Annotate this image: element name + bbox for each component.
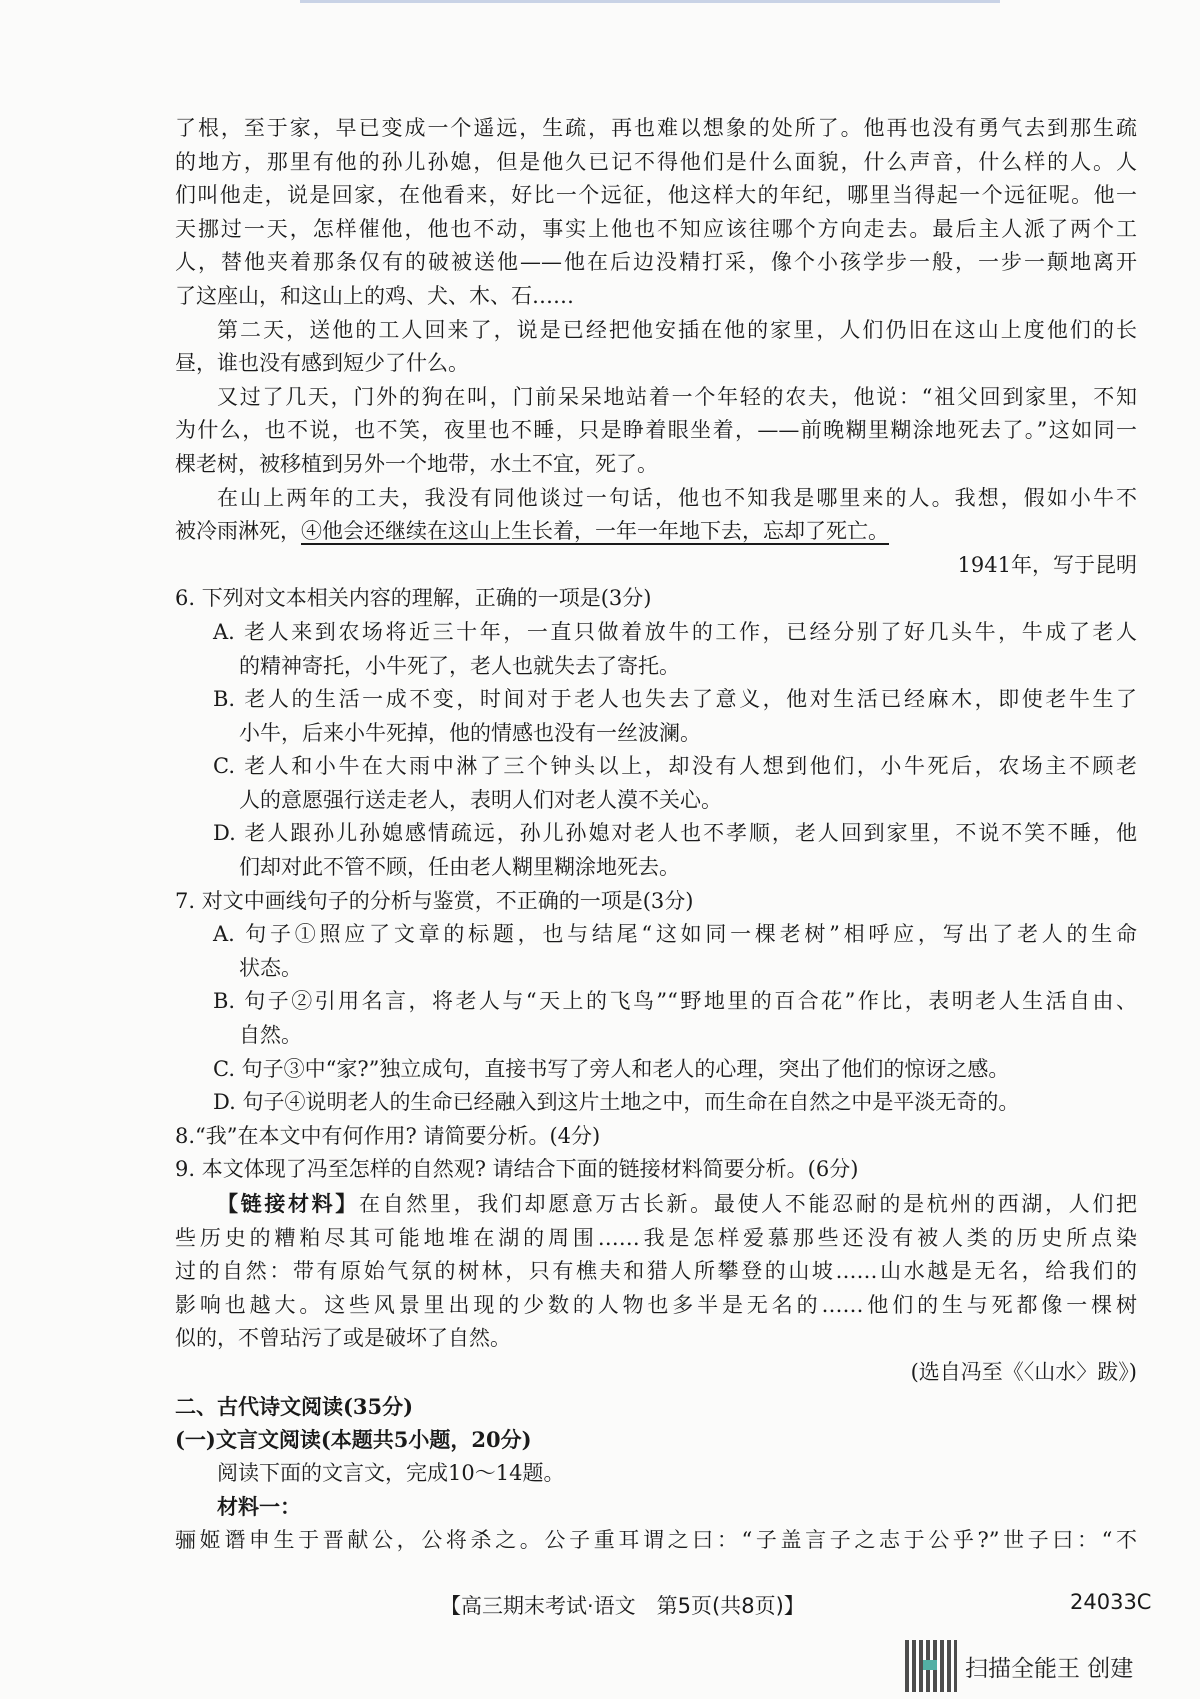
- passage-paragraph-1: [175, 112, 1137, 314]
- text-line: 了这座山，和这山上的鸡、犬、木、石……: [175, 283, 574, 308]
- watermark-text: 扫描全能王 创建: [965, 1655, 1134, 1682]
- text-line: 们叫他走，说是回家，在他看来，好比一个远征，他这样大的年纪，哪里当得起一个远征呢。他一: [175, 183, 1137, 208]
- text-line: 昼，谁也没有感到短少了什么。: [175, 351, 469, 376]
- subsection-title: (一)文言文阅读(本题共5小题，20分): [175, 1427, 532, 1453]
- option-a: A. 句子①照应了文章的标题，也与结尾“这如同一棵老树”相呼应，写出了老人的生命: [213, 922, 1137, 947]
- question-stem: 6. 下列对文本相关内容的理解，正确的一项是(3分): [175, 586, 652, 611]
- option-a-cont: 状态。: [239, 955, 302, 980]
- text-line: 天挪过一天，怎样催他，他也不动，事实上他也不知应该往哪个方向走去。最后主人派了两个工: [175, 216, 1137, 241]
- option-b-cont: 小牛，后来小牛死掉，他的情感也没有一丝波澜。: [239, 720, 701, 745]
- option-a: A. 老人来到农场将近三十年，一直只做着放牛的工作，已经分别了好几头牛，牛成了老人: [213, 619, 1137, 644]
- footer-exam-code: 24033C: [1070, 1590, 1152, 1614]
- text-line: 的地方，那里有他的孙儿孙媳，但是他久已记不得他们是什么面貌，什么声音，什么样的人。人: [175, 149, 1137, 174]
- passage-paragraph-4: [175, 482, 1137, 549]
- option-d-cont: 们却对此不管不顾，任由老人糊里糊涂地死去。: [239, 855, 680, 880]
- underlined-sentence-4: ④他会还继续在这山上生长着，一年一年地下去，忘却了死亡。: [301, 519, 889, 544]
- text-line: [175, 1187, 1137, 1222]
- scanner-watermark: [905, 1640, 1133, 1692]
- text-line: 人，替他夹着那条仅有的破被送他——他在后边没精打采，像个小孩学步一般，一步一颠地离开: [175, 250, 1137, 275]
- link-material: [175, 1187, 1137, 1390]
- text-line: 了根，至于家，早已变成一个遥远，生疏，再也难以想象的处所了。他再也没有勇气去到那生疏: [175, 116, 1137, 140]
- text-line: 影响也越大。这些风景里出现的少数的人物也多半是无名的……他们的生与死都像一棵树: [175, 1292, 1137, 1317]
- question-6: [175, 582, 1137, 884]
- option-d: D. 句子④说明老人的生命已经融入到这片土地之中，而生命在自然之中是平淡无奇的。: [213, 1090, 1020, 1115]
- passage-paragraph-3: [175, 381, 1137, 482]
- text-line: 似的，不曾玷污了或是破坏了自然。: [175, 1326, 511, 1351]
- text-plain: 被冷雨淋死，: [175, 519, 301, 544]
- text-line: 些历史的糟粕尽其可能地堆在湖的周围……我是怎样爱慕那些还没有被人类的历史所点染: [175, 1225, 1137, 1250]
- option-a-cont: 的精神寄托，小牛死了，老人也就失去了寄托。: [239, 653, 680, 678]
- section-2-title: 二、古代诗文阅读(35分): [175, 1393, 414, 1419]
- link-material-text: 在自然里，我们却愿意万古长新。最使人不能忍耐的是杭州的西湖，人们把: [358, 1192, 1138, 1216]
- option-b: B. 老人的生活一成不变，时间对于老人也失去了意义，他对生活已经麻木，即使老牛生了: [213, 687, 1137, 712]
- text-line: 第二天，送他的工人回来了，说是已经把他安插在他的家里，人们仍旧在这山上度他们的长: [217, 317, 1137, 342]
- text-line: [175, 515, 1137, 549]
- option-c: C. 老人和小牛在大雨中淋了三个钟头以上，却没有人想到他们，小牛死后，农场主不顾老: [213, 754, 1137, 779]
- text-line: 过的自然：带有原始气氛的树林，只有樵夫和猎人所攀登的山坡……山水越是无名，给我们的: [175, 1259, 1137, 1284]
- link-material-source: (选自冯至《〈山水〉跋》): [910, 1359, 1137, 1384]
- exam-page: [175, 112, 1137, 1558]
- qr-code-icon: [905, 1640, 957, 1692]
- option-c: C. 句子③中“家?”独立成句，直接书写了旁人和老人的心理，突出了他们的惊讶之感。: [213, 1056, 1010, 1081]
- classical-text-line: 骊姬谮申生于晋献公，公将杀之。公子重耳谓之曰：“子盖言子之志于公乎?”世子曰：“不: [175, 1527, 1137, 1552]
- text-line: 又过了几天，门外的狗在叫，门前呆呆地站着一个年轻的农夫，他说：“祖父回到家里，不知: [217, 384, 1137, 409]
- question-9: 9. 本文体现了冯至怎样的自然观? 请结合下面的链接材料简要分析。(6分): [175, 1157, 859, 1182]
- text-line: 棵老树，被移植到另外一个地带，水土不宜，死了。: [175, 451, 658, 476]
- text-line: 为什么，也不说，也不笑，夜里也不睡，只是睁着眼坐着，——前晚糊里糊涂地死去了。”这如同一: [175, 418, 1137, 443]
- page-footer: [0, 1590, 1200, 1626]
- scan-edge-line: [300, 0, 1000, 3]
- link-material-label: 【链接材料】: [217, 1191, 359, 1216]
- question-7: [175, 885, 1137, 1120]
- question-stem: 7. 对文中画线句子的分析与鉴赏，不正确的一项是(3分): [175, 888, 694, 913]
- question-8: 8.“我”在本文中有何作用? 请简要分析。(4分): [175, 1123, 601, 1148]
- passage-signature: 1941年，写于昆明: [957, 552, 1137, 577]
- text-line: 在山上两年的工夫，我没有同他谈过一句话，他也不知我是哪里来的人。我想，假如小牛不: [217, 485, 1137, 510]
- option-d: D. 老人跟孙儿孙媳感情疏远，孙儿孙媳对老人也不孝顺，老人回到家里，不说不笑不睡，他: [213, 821, 1137, 846]
- material-label: 材料一：: [217, 1494, 301, 1520]
- option-c-cont: 人的意愿强行送走老人，表明人们对老人漠不关心。: [239, 787, 722, 812]
- reading-instruction: 阅读下面的文言文，完成10～14题。: [217, 1460, 565, 1485]
- option-b: B. 句子②引用名言，将老人与“天上的飞鸟”“野地里的百合花”作比，表明老人生活自由、: [213, 989, 1137, 1014]
- footer-page-info: 【高三期末考试·语文 第5页(共8页)】: [440, 1594, 805, 1618]
- passage-paragraph-2: [175, 314, 1137, 381]
- option-b-cont: 自然。: [239, 1023, 302, 1048]
